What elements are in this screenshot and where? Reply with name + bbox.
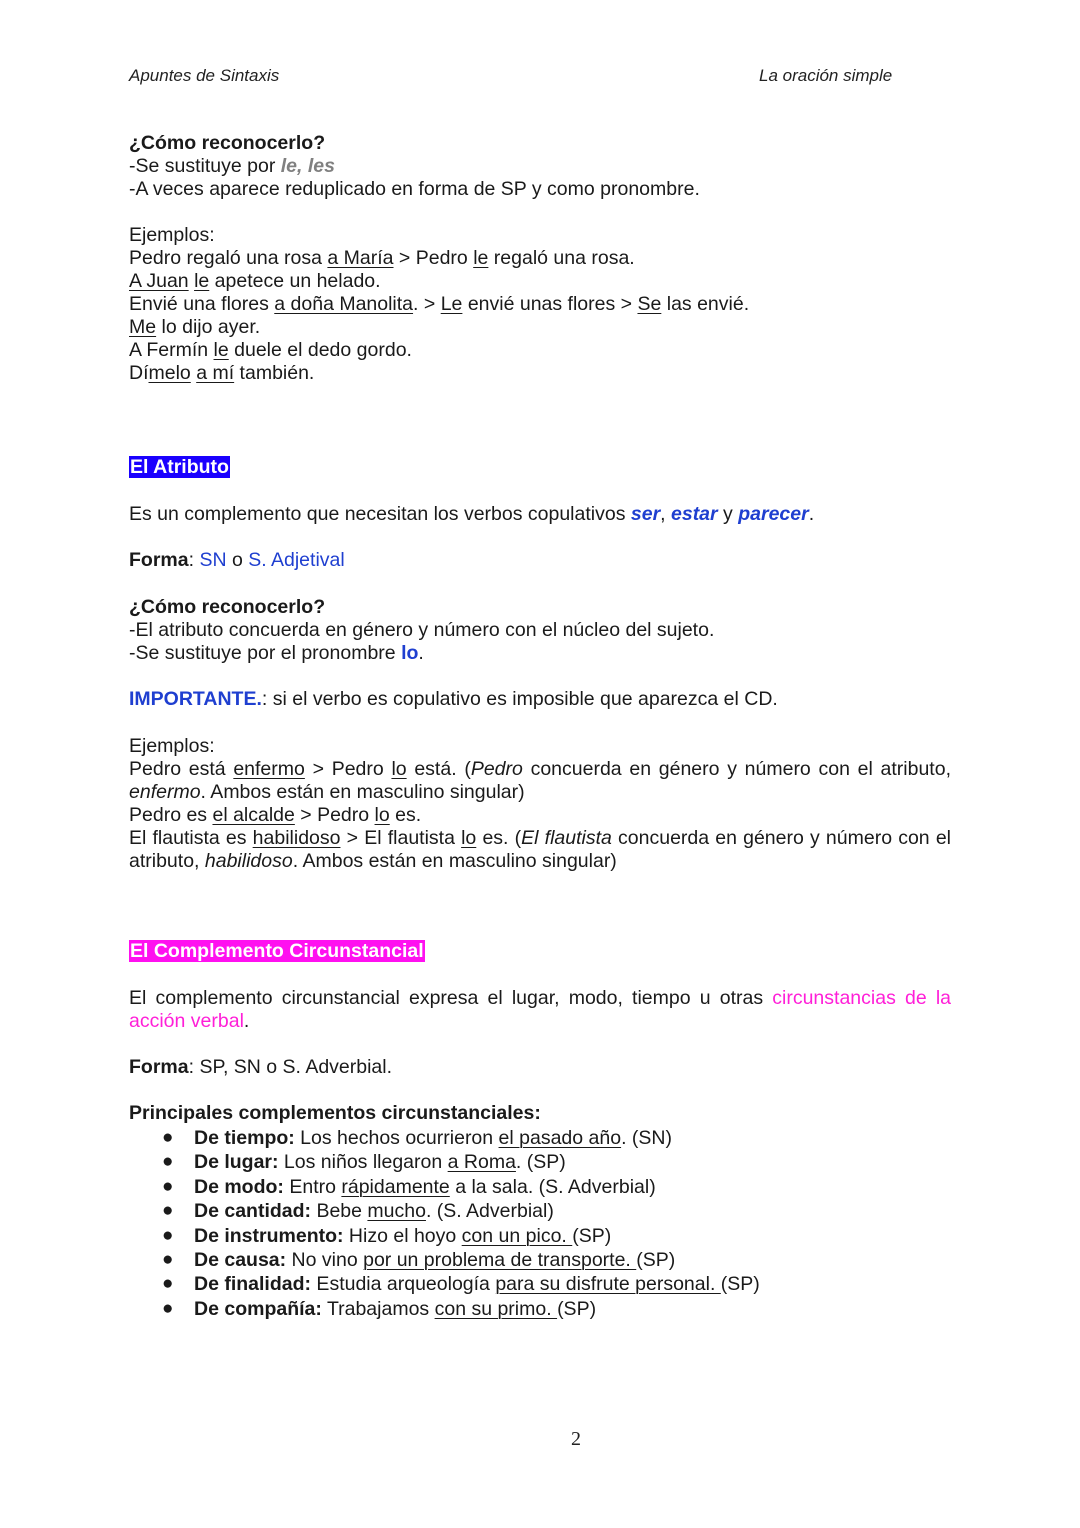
ci-example-1: Pedro regaló una rosa a María > Pedro le regaló una rosa.: [129, 247, 635, 269]
list-item: ● De compañía: Trabajamos con su primo. (SP): [162, 1297, 597, 1320]
ci-question: ¿Cómo reconocerlo?: [129, 132, 326, 154]
list-item: ● De finalidad: Estudia arqueología para su disfrute personal. (SP): [162, 1273, 760, 1296]
ci-example-6: Dímelo a mí también.: [129, 362, 315, 384]
ci-example-4: Me lo dijo ayer.: [129, 316, 261, 338]
atributo-heading: El Atributo: [130, 456, 229, 478]
list-item: ● De modo: Entro rápidamente a la sala. (S. Adverbial): [162, 1175, 656, 1198]
ci-rule-1: -Se sustituye por le, les: [129, 155, 335, 177]
list-item: ● De tiempo: Los hechos ocurrieron el pasado año. (SN): [162, 1127, 672, 1149]
atributo-rule-1: -El atributo concuerda en género y número con el núcleo del sujeto.: [129, 619, 715, 641]
atributo-question: ¿Cómo reconocerlo?: [129, 596, 326, 618]
ci-rule-2: -A veces aparece reduplicado en forma de SP y como pronombre.: [129, 178, 700, 200]
atributo-example-1: Pedro está enfermo > Pedro lo está. (Pedro concuerda en género y número con el atributo, enfermo. Ambos están en masculino singular): [129, 758, 951, 803]
cc-heading: El Complemento Circunstancial: [130, 940, 424, 962]
cc-forma: Forma: SP, SN o S. Adverbial.: [129, 1056, 393, 1078]
atributo-rule-2: -Se sustituye por el pronombre lo.: [129, 642, 424, 664]
list-item: ● De lugar: Los niños llegaron a Roma. (SP): [162, 1151, 566, 1174]
page-header-right: La oración simple: [759, 66, 893, 85]
page-number: 2: [571, 1428, 581, 1450]
ci-example-5: A Fermín le duele el dedo gordo.: [129, 339, 412, 361]
atributo-example-2: Pedro es el alcalde > Pedro lo es.: [129, 804, 422, 826]
page-header-left: Apuntes de Sintaxis: [129, 66, 280, 85]
atributo-forma: Forma: SN o S. Adjetival: [129, 549, 345, 571]
cc-list-title: Principales complementos circunstanciales:: [129, 1102, 541, 1124]
cc-definition: El complemento circunstancial expresa el lugar, modo, tiempo u otras circunstancias de la acción verbal.: [129, 987, 951, 1032]
list-item: ● De instrumento: Hizo el hoyo con un pico. (SP): [162, 1224, 612, 1247]
atributo-example-3: El flautista es habilidoso > El flautista lo es. (El flautista concuerda en género y número con el atributo, habilidoso. Ambos están en masculino singular): [129, 827, 952, 872]
ci-examples-label: Ejemplos:: [129, 224, 215, 246]
list-item: ● De cantidad: Bebe mucho. (S. Adverbial): [162, 1200, 554, 1223]
atributo-examples-label: Ejemplos:: [129, 735, 215, 757]
atributo-important: IMPORTANTE.: si el verbo es copulativo es imposible que aparezca el CD.: [129, 688, 778, 710]
ci-example-3: Envié una flores a doña Manolita. > Le envié unas flores > Se las envié.: [129, 293, 750, 315]
cc-list: [129, 1126, 760, 1321]
list-item: ● De causa: No vino por un problema de transporte. (SP): [162, 1249, 676, 1272]
ci-example-2: A Juan le apetece un helado.: [129, 270, 381, 292]
atributo-definition: Es un complemento que necesitan los verbos copulativos ser, estar y parecer.: [129, 503, 815, 525]
